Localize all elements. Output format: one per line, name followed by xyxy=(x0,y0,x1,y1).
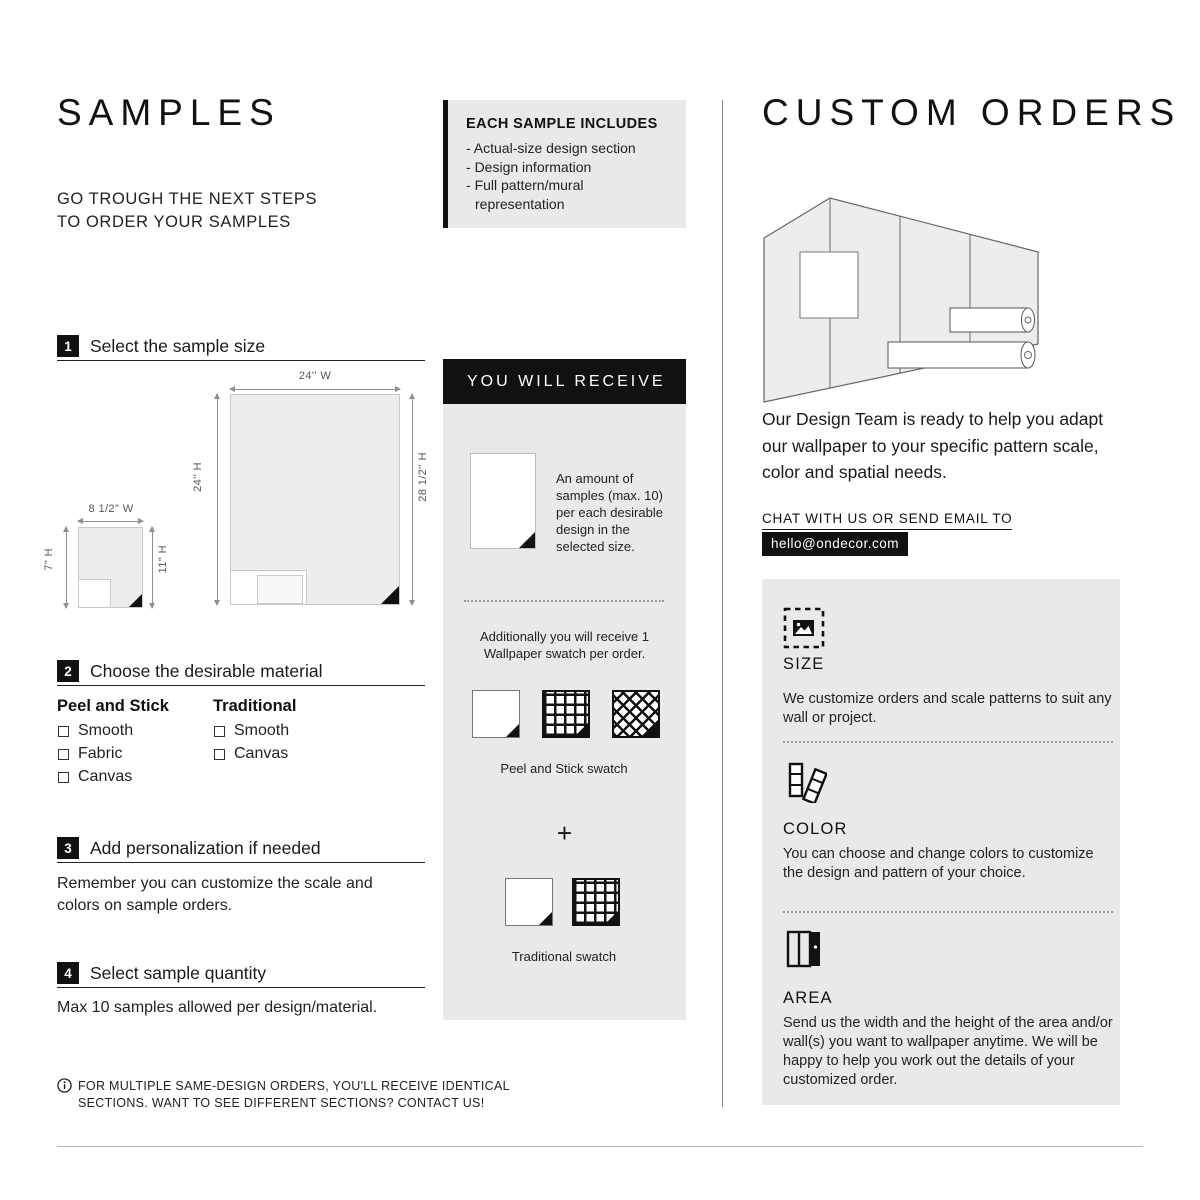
material-option-label: Smooth xyxy=(234,722,290,739)
samples-intro-line1: GO TROUGH THE NEXT STEPS xyxy=(57,190,318,208)
plain-swatch-icon xyxy=(472,690,520,738)
area-text: Send us the width and the height of the area and/or wall(s) you want to wallpaper anytime. We will be happy to help you work out the details of your customized order. xyxy=(783,1015,1113,1088)
checkbox-icon[interactable] xyxy=(58,749,69,760)
large-sample-width-dimension-line xyxy=(230,389,400,390)
step-2-number: 2 xyxy=(57,660,79,682)
material-option-label: Canvas xyxy=(234,745,289,762)
each-sample-includes-list xyxy=(466,139,674,213)
custom-order-features-panel xyxy=(762,579,1120,1105)
checkbox-icon[interactable] xyxy=(58,726,69,737)
step-2-rule xyxy=(57,685,425,686)
material-option-label: Canvas xyxy=(78,768,133,785)
crosshatch-swatch-icon xyxy=(612,690,660,738)
step-4-text: Max 10 samples allowed per design/material. xyxy=(57,999,378,1016)
material-option-trad-canvas[interactable] xyxy=(214,745,288,763)
column-divider xyxy=(722,100,723,1107)
size-text: We customize orders and scale patterns to suit any wall or project. xyxy=(783,691,1112,726)
samples-intro xyxy=(57,188,317,234)
step-2-header xyxy=(57,660,323,682)
step-1-number: 1 xyxy=(57,335,79,357)
material-option-label: Smooth xyxy=(78,722,134,739)
small-sample-left-dimension-line xyxy=(66,527,67,608)
material-option-peel-canvas[interactable] xyxy=(58,768,132,786)
large-sample-width-label: 24'' W xyxy=(298,370,332,382)
step-4-header xyxy=(57,962,266,984)
small-sample-width-dimension-line xyxy=(78,521,143,522)
additional-swatch-text: Additionally you will receive 1 Wallpaper swatch per order. xyxy=(479,629,650,661)
you-will-receive-header: YOU WILL RECEIVE xyxy=(443,359,686,404)
includes-item: - Full pattern/mural representation xyxy=(466,176,674,213)
custom-orders-intro: Our Design Team is ready to help you adapt our wallpaper to your specific pattern scale, color and spatial needs. xyxy=(762,409,1104,482)
step-4-rule xyxy=(57,987,425,988)
step-3-rule xyxy=(57,862,425,863)
step-2-label: Choose the desirable material xyxy=(90,660,323,681)
custom-orders-title: CUSTOM ORDERS xyxy=(762,92,1182,133)
color-heading: COLOR xyxy=(783,820,848,838)
step-4-number: 4 xyxy=(57,962,79,984)
material-option-peel-fabric[interactable] xyxy=(58,745,122,763)
large-sample-rect xyxy=(230,394,400,605)
small-sample-rect xyxy=(78,527,143,608)
material-option-trad-smooth[interactable] xyxy=(214,722,289,740)
checkbox-icon[interactable] xyxy=(214,726,225,737)
grid-swatch-icon xyxy=(542,690,590,738)
includes-item: - Design information xyxy=(466,158,674,177)
each-sample-includes-title: EACH SAMPLE INCLUDES xyxy=(466,116,658,132)
folded-corner-icon xyxy=(605,911,618,924)
large-sample-height-label: 24'' H xyxy=(192,462,204,492)
peel-and-stick-title: Peel and Stick xyxy=(57,697,169,715)
plus-icon: + xyxy=(556,818,573,848)
checkbox-icon[interactable] xyxy=(214,749,225,760)
step-1-header xyxy=(57,335,265,357)
peel-and-stick-swatch-label: Peel and Stick swatch xyxy=(500,761,628,776)
wallpaper-wall-illustration xyxy=(762,196,1040,413)
info-icon xyxy=(57,1078,72,1098)
chat-with-us-label: CHAT WITH US OR SEND EMAIL TO xyxy=(762,511,1012,530)
folded-corner-icon xyxy=(129,594,142,607)
folded-corner-icon xyxy=(539,912,552,925)
step-3-number: 3 xyxy=(57,837,79,859)
step-3-header xyxy=(57,837,321,859)
step-3-label: Add personalization if needed xyxy=(90,837,321,858)
large-sample-alt-height-label: 28 1/2'' H xyxy=(417,452,429,502)
dotted-divider xyxy=(464,600,664,602)
material-option-peel-smooth[interactable] xyxy=(58,722,133,740)
large-sample-right-dimension-line xyxy=(412,394,413,605)
folded-corner-icon xyxy=(519,532,535,548)
folded-corner-icon xyxy=(506,724,519,737)
large-sample-left-dimension-line xyxy=(217,394,218,605)
footnote xyxy=(57,1078,542,1111)
each-sample-includes-box xyxy=(443,100,686,228)
samples-amount-text: An amount of samples (max. 10) per each desirable design in the selected size. xyxy=(556,471,663,554)
plain-swatch-icon xyxy=(505,878,553,926)
dotted-divider xyxy=(783,911,1113,913)
samples-title: SAMPLES xyxy=(57,92,281,133)
sample-sheet-icon xyxy=(470,453,536,549)
area-icon xyxy=(783,928,825,975)
dotted-divider xyxy=(783,741,1113,743)
folded-corner-icon xyxy=(575,723,588,736)
you-will-receive-panel xyxy=(443,404,686,1020)
folded-corner-icon xyxy=(381,586,399,604)
small-sample-alt-height-label: 11" H xyxy=(157,545,169,574)
small-sample-width-label: 8 1/2" W xyxy=(88,503,134,515)
step-1-label: Select the sample size xyxy=(90,335,266,356)
color-icon xyxy=(783,759,827,808)
traditional-title: Traditional xyxy=(213,697,297,715)
includes-item: - Actual-size design section xyxy=(466,139,674,158)
traditional-swatch-label: Traditional swatch xyxy=(511,949,617,964)
small-sample-inner-sheet xyxy=(78,579,111,608)
size-heading: SIZE xyxy=(783,655,825,673)
folded-corner-icon xyxy=(645,723,658,736)
material-option-label: Fabric xyxy=(78,745,123,762)
size-icon xyxy=(783,607,825,654)
email-badge[interactable]: hello@ondecor.com xyxy=(762,532,908,556)
small-sample-right-dimension-line xyxy=(152,527,153,608)
footnote-text: FOR MULTIPLE SAME-DESIGN ORDERS, YOU'LL RECEIVE IDENTICAL SECTIONS. WANT TO SEE DIFFERENT SECTIONS? CONTACT US! xyxy=(78,1079,510,1110)
color-text: You can choose and change colors to customize the design and pattern of your choice. xyxy=(783,846,1094,881)
checkbox-icon[interactable] xyxy=(58,772,69,783)
small-sample-height-label: 7" H xyxy=(43,548,55,571)
step-1-rule xyxy=(57,360,425,361)
step-3-text: Remember you can customize the scale and colors on sample orders. xyxy=(57,875,373,914)
area-heading: AREA xyxy=(783,989,833,1007)
large-sample-inner-outline xyxy=(257,575,303,604)
step-4-label: Select sample quantity xyxy=(90,962,267,983)
bottom-divider xyxy=(57,1146,1143,1147)
grid-swatch-icon xyxy=(572,878,620,926)
samples-intro-line2: TO ORDER YOUR SAMPLES xyxy=(57,213,291,231)
